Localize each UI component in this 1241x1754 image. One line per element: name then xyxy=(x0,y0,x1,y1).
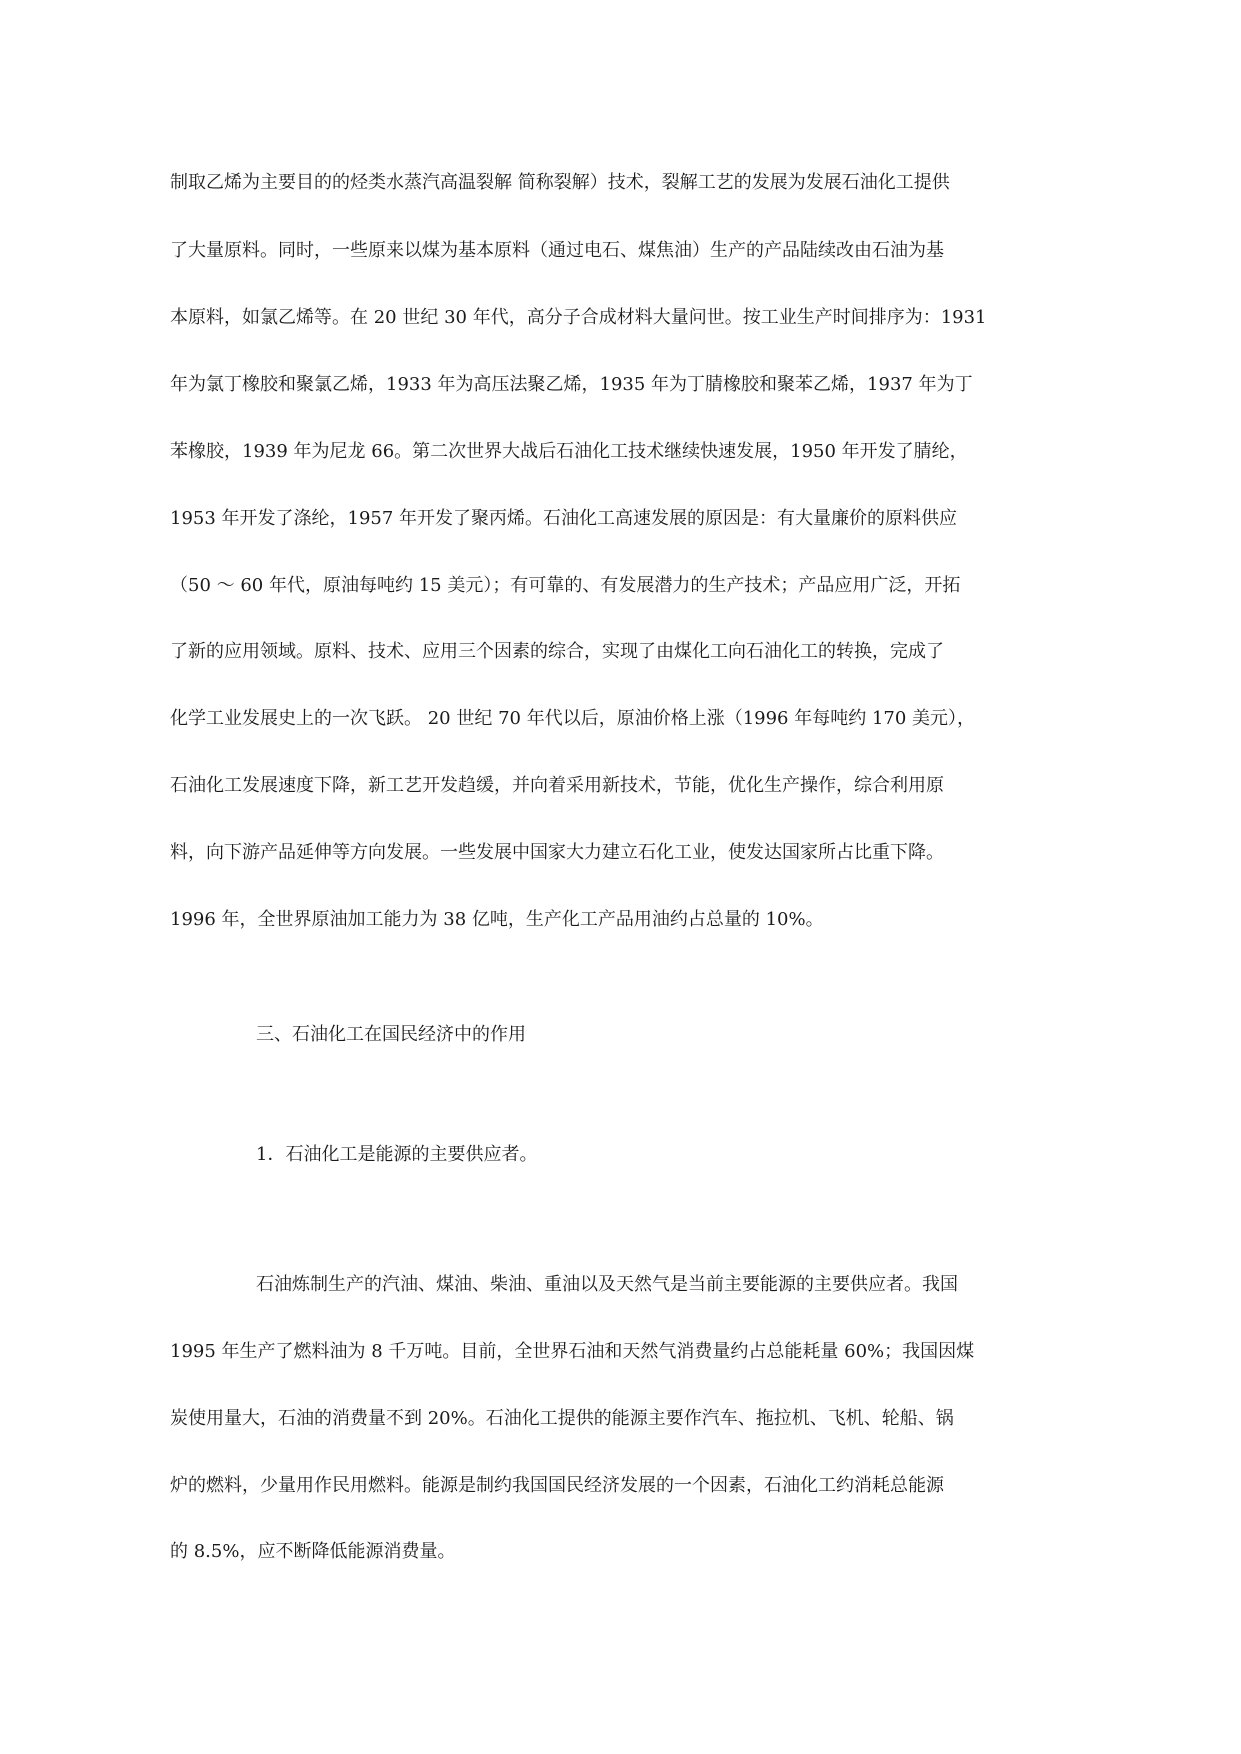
paragraph-line: 料，向下游产品延伸等方向发展。一些发展中国家大力建立石化工业，使发达国家所占比重下降。 xyxy=(170,842,944,863)
paragraph-line: 了新的应用领域。原料、技术、应用三个因素的综合，实现了由煤化工向石油化工的转换，完成了 xyxy=(170,641,944,662)
paragraph-line: 1953 年开发了涤纶，1957 年开发了聚丙烯。石油化工高速发展的原因是：有大量廉价的原料供应 xyxy=(170,508,958,529)
paragraph-line: 的 8.5%，应不断降低能源消费量。 xyxy=(170,1541,456,1562)
paragraph-line: 化学工业发展史上的一次飞跃。 20 世纪 70 年代以后，原油价格上涨（1996 年每吨约 170 美元）， xyxy=(170,708,976,729)
subsection-heading: 1．石油化工是能源的主要供应者。 xyxy=(256,1144,538,1165)
paragraph-line: 炉的燃料，少量用作民用燃料。能源是制约我国国民经济发展的一个因素，石油化工约消耗总能源 xyxy=(170,1475,944,1496)
paragraph-line: 石油炼制生产的汽油、煤油、柴油、重油以及天然气是当前主要能源的主要供应者。我国 xyxy=(256,1274,958,1295)
paragraph-line: 1995 年生产了燃料油为 8 千万吨。目前，全世界石油和天然气消费量约占总能耗量 60%；我国因煤 xyxy=(170,1341,975,1362)
paragraph-line: 制取乙烯为主要目的的烃类水蒸汽高温裂解 简称裂解）技术，裂解工艺的发展为发展石油化工提供 xyxy=(170,172,950,193)
paragraph-line: 了大量原料。同时，一些原来以煤为基本原料（通过电石、煤焦油）生产的产品陆续改由石油为基 xyxy=(170,240,944,261)
paragraph-line: 炭使用量大，石油的消费量不到 20%。石油化工提供的能源主要作汽车、拖拉机、飞机、轮船、锅 xyxy=(170,1408,954,1429)
paragraph-line: 年为氯丁橡胶和聚氯乙烯，1933 年为高压法聚乙烯，1935 年为丁腈橡胶和聚苯乙烯，1937 年为丁 xyxy=(170,374,973,395)
paragraph-line: （50 ～ 60 年代，原油每吨约 15 美元）；有可靠的、有发展潜力的生产技术；产品应用广泛，开拓 xyxy=(170,575,961,596)
paragraph-line: 石油化工发展速度下降，新工艺开发趋缓，并向着采用新技术，节能，优化生产操作，综合利用原 xyxy=(170,775,944,796)
paragraph-line: 本原料，如氯乙烯等。在 20 世纪 30 年代，高分子合成材料大量问世。按工业生产时间排序为：1931 xyxy=(170,307,987,328)
section-heading: 三、石油化工在国民经济中的作用 xyxy=(256,1024,526,1045)
paragraph-line: 1996 年，全世界原油加工能力为 38 亿吨，生产化工产品用油约占总量的 10%。 xyxy=(170,909,824,930)
paragraph-line: 苯橡胶，1939 年为尼龙 66。第二次世界大战后石油化工技术继续快速发展，1950 年开发了腈纶， xyxy=(170,441,968,462)
